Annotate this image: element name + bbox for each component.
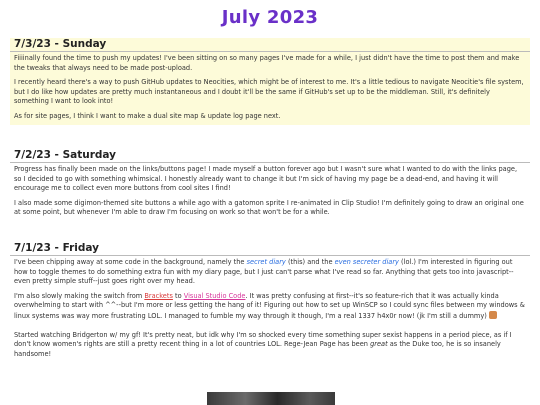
diary-entry-jul-3 — [10, 38, 530, 125]
secret-diary-link[interactable]: secret diary — [246, 258, 286, 266]
text-span: (lol.) I'm interested in figuring out how to toggle themes to do something extra fun with my diary page, but I just can't parse what I've read so far. Anything that gets too into javascript--even pretty simple stuff--just goes right over my head. — [14, 258, 514, 286]
text-span: Started watching Bridgerton w/ my gf! It's pretty neat, but idk why I'm so shocked every time something super sexist happens in a period piece, as if I don't know women's rights are still a pretty recent thing in a lot of countries LOL. Rege-Jean Page has been — [14, 330, 512, 349]
entry-paragraph: Fiiiinally found the time to push my updates! I've been sitting on so many pages I've made for a while, I just didn't have the time to post them and make the tweaks that always need to be made post-upload. — [14, 54, 520, 72]
even-secreter-diary-link[interactable]: even secreter diary — [334, 258, 399, 266]
embedded-image — [207, 392, 335, 405]
entry-date: 7/2/23 - Saturday — [10, 149, 530, 163]
visual-studio-code-link[interactable]: Visual Studio Code — [183, 291, 246, 300]
text-span: to — [172, 291, 184, 300]
text-span: as the Duke too, he is so insanely handsome! — [14, 340, 501, 358]
entry-date: 7/1/23 - Friday — [10, 242, 530, 256]
page-title: July 2023 — [221, 7, 319, 28]
text-span: . It was pretty confusing at first--it's so feature-rich that it was actually kinda overwhelming to start with ^^--but I'm more or less getting the hang of it! Figuring out how to set up WinSCP so I could sync files between my windows & linux systems was way more frustrating LOL. I managed to fumble my way through it though, I'm a real 1337 h4x0r now! (jk I'm still a dummy) — [14, 291, 525, 320]
text-span: (this) and the — [285, 258, 335, 266]
diary-entry-jul-2 — [10, 149, 530, 223]
entry-paragraph: I recently heard there's a way to push GitHub updates to Neocities, which might be of interest to me. It's a little tedious to navigate Neocitie's file system, but I do like how updates are pretty much instantaneous and I doubt it'll be the same if GitHub's set up to be the middleman. Still, it's definitely something I want to look into! — [14, 78, 524, 106]
entry-paragraph: Progress has finally been made on the links/buttons page! I made myself a button forever ago but I wasn't sure what I wanted to do with the links page, so I decided to go with something whimsical. I honestly already want to change it but I'm sick of having my page be a dead-end, and having it will encourage me to collect even more buttons from cool sites I find! — [14, 165, 518, 193]
entry-paragraph — [10, 331, 530, 360]
entry-paragraph — [10, 292, 530, 322]
entry-paragraph — [10, 258, 530, 287]
entry-paragraph: As for site pages, I think I want to make a dual site map & update log page next. — [14, 111, 281, 120]
brackets-link[interactable]: Brackets — [144, 291, 173, 300]
entry-paragraph: I also made some digimon-themed site buttons a while ago with a gatomon sprite I re-animated in Clip Studio! I'm definitely going to draw an original one at some point, but whenever I'm able to draw I'm focusing on work so that won't be for a while. — [14, 198, 524, 217]
text-span: I'm also slowly making the switch from — [14, 291, 145, 300]
text-span: I've been chipping away at some code in the background, namely the — [14, 258, 247, 266]
entry-date: 7/3/23 - Sunday — [10, 38, 530, 52]
diary-entry-jul-1 — [10, 242, 530, 364]
emphasis-text: great — [370, 340, 388, 349]
grinning-emoji-icon — [489, 311, 497, 319]
